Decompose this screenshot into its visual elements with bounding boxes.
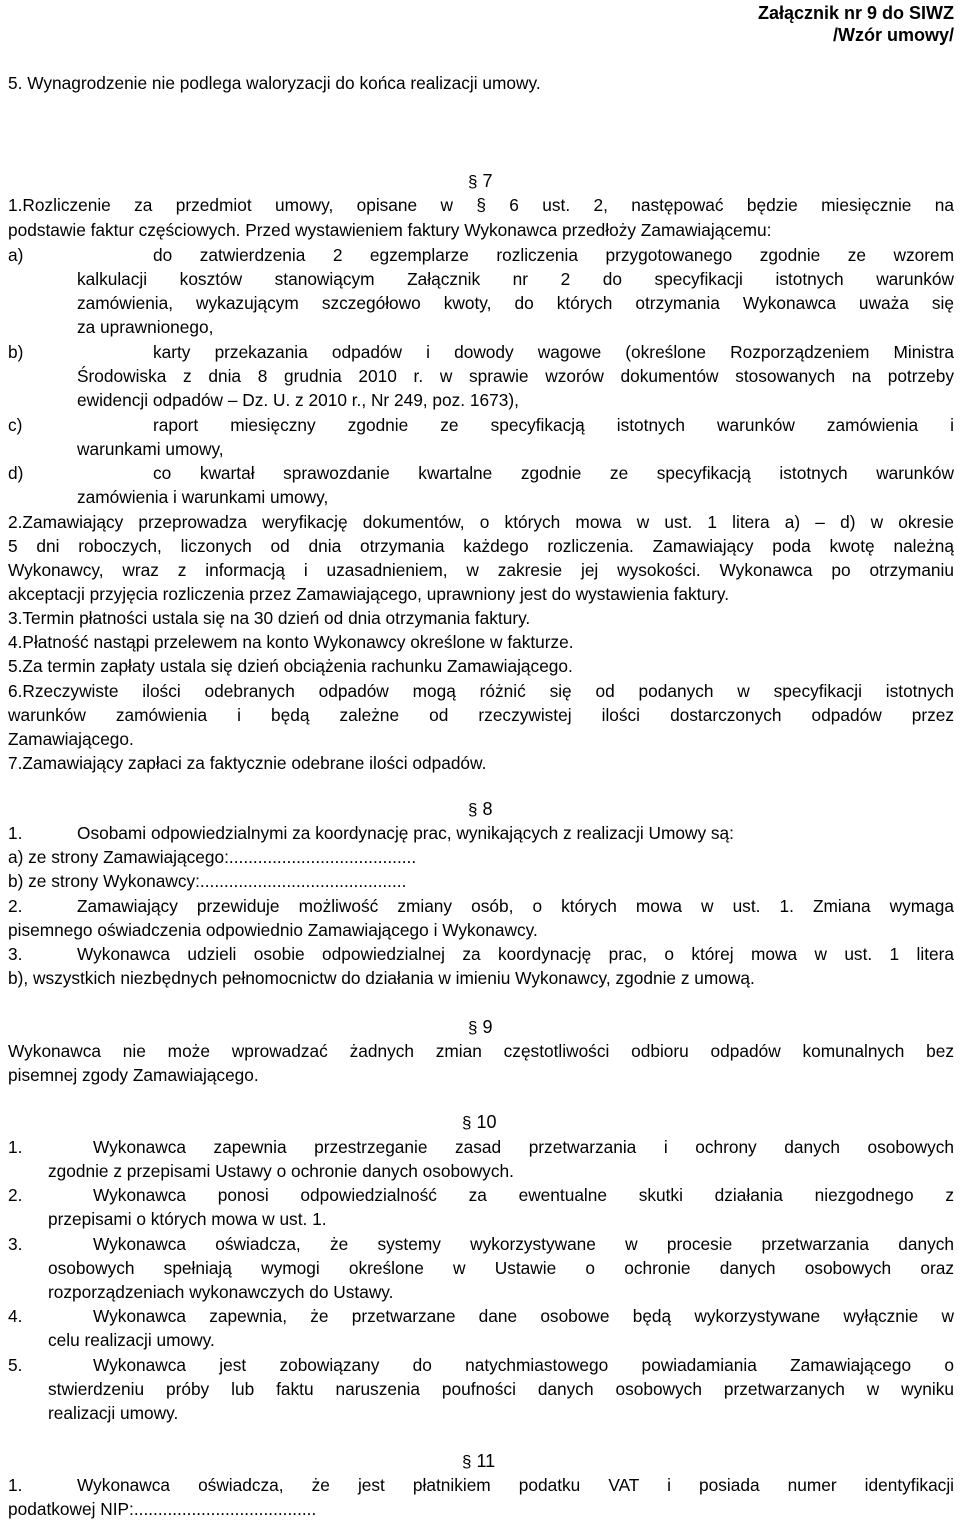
section-heading-10: § 10: [462, 1112, 497, 1132]
list-item: Osobami odpowiedzialnymi za koordynację prac, wynikających z realizacji Umowy są:: [77, 823, 734, 843]
paragraph: 5. Wynagrodzenie nie podlega waloryzacji do końca realizacji umowy.: [8, 73, 541, 93]
paragraph: 7.Zamawiający zapłaci za faktycznie odebrane ilości odpadów.: [8, 753, 487, 773]
list-item: Zamawiający przewiduje możliwość zmiany osób, o których mowa w ust. 1. Zmiana wymaga: [77, 896, 954, 916]
list-label: 1.: [8, 1137, 23, 1157]
paragraph: akceptacji przyjęcia rozliczenia przez Zamawiającego, uprawniony jest do wystawienia faktury.: [8, 584, 730, 604]
section-heading-7: § 7: [468, 171, 493, 191]
paragraph: warunków zamówienia i będą zależne od rzeczywistej ilości dostarczonych odpadów przez: [8, 705, 954, 725]
list-item: Środowiska z dnia 8 grudnia 2010 r. w sprawie wzorów dokumentów stosowanych na potrzeby: [77, 366, 954, 386]
list-label: 3.: [8, 1234, 23, 1254]
attachment-header: Załącznik nr 9 do SIWZ: [757, 3, 954, 23]
section-heading-9: § 9: [468, 1017, 493, 1037]
list-label: b): [8, 342, 24, 362]
list-item: Wykonawca jest zobowiązany do natychmiastowego powiadamiania Zamawiającego o: [93, 1355, 954, 1375]
list-label: d): [8, 463, 24, 483]
paragraph: 5 dni roboczych, liczonych od dnia otrzymania każdego rozliczenia. Zamawiający poda kwotę należną: [8, 536, 954, 556]
list-item: osobowych spełniają wymogi określone w Ustawie o ochronie danych osobowych oraz: [48, 1258, 954, 1278]
list-item: za uprawnionego,: [77, 317, 214, 337]
list-item: Wykonawca zapewnia przestrzeganie zasad przetwarzania i ochrony danych osobowych: [93, 1137, 954, 1157]
list-label: a): [8, 245, 24, 265]
list-item: karty przekazania odpadów i dowody wagowe (określone Rozporządzeniem Ministra: [153, 342, 954, 362]
list-item: realizacji umowy.: [48, 1403, 179, 1423]
list-item: co kwartał sprawozdanie kwartalne zgodnie ze specyfikacją istotnych warunków: [153, 463, 954, 483]
list-item: Wykonawca oświadcza, że jest płatnikiem podatku VAT i posiada numer identyfikacji: [77, 1475, 954, 1495]
list-item: warunkami umowy,: [77, 439, 224, 459]
paragraph: Wykonawcy, wraz z informacją i uzasadnieniem, w zakresie jej wysokości. Wykonawca po otrzymaniu: [8, 560, 954, 580]
paragraph: 1.Rozliczenie za przedmiot umowy, opisane w § 6 ust. 2, następować będzie miesięcznie na: [8, 195, 954, 215]
list-item: kalkulacji kosztów stanowiącym Załącznik nr 2 do specyfikacji istotnych warunków: [77, 269, 954, 289]
list-item: Wykonawca udzieli osobie odpowiedzialnej za koordynację prac, o której mowa w ust. 1 litera: [77, 944, 954, 964]
list-label: 4.: [8, 1306, 23, 1326]
list-label: 3.: [8, 944, 23, 964]
list-label: 5.: [8, 1355, 23, 1375]
list-item: celu realizacji umowy.: [48, 1330, 215, 1350]
paragraph: 4.Płatność nastąpi przelewem na konto Wykonawcy określone w fakturze.: [8, 632, 574, 652]
list-item: b) ze strony Wykonawcy:...........................................: [8, 871, 407, 891]
list-item: zamówienia i warunkami umowy,: [77, 487, 329, 507]
list-item: raport miesięczny zgodnie ze specyfikacją istotnych warunków zamówienia i: [153, 415, 954, 435]
list-item: pisemnego oświadczenia odpowiednio Zamawiającego i Wykonawcy.: [8, 920, 538, 940]
list-label: c): [8, 415, 23, 435]
document-type-header: /Wzór umowy/: [833, 25, 954, 45]
paragraph: podstawie faktur częściowych. Przed wystawieniem faktury Wykonawca przedłoży Zamawiającemu:: [8, 220, 772, 240]
list-label: 1.: [8, 1475, 23, 1495]
list-item: podatkowej NIP:......................................: [8, 1499, 317, 1519]
list-item: zamówienia, wykazującym szczegółowo kwoty, do których otrzymania Wykonawca uważa się: [77, 293, 954, 313]
list-item: a) ze strony Zamawiającego:.......................................: [8, 847, 417, 867]
list-label: 2.: [8, 896, 23, 916]
list-label: 1.: [8, 823, 23, 843]
list-item: zgodnie z przepisami Ustawy o ochronie danych osobowych.: [48, 1161, 514, 1181]
list-item: Wykonawca ponosi odpowiedzialność za ewentualne skutki działania niezgodnego z: [93, 1185, 954, 1205]
list-item: ewidencji odpadów – Dz. U. z 2010 r., Nr 249, poz. 1673),: [77, 390, 519, 410]
section-heading-8: § 8: [468, 799, 493, 819]
paragraph: pisemnej zgody Zamawiającego.: [8, 1065, 259, 1085]
list-item: b), wszystkich niezbędnych pełnomocnictw do działania w imieniu Wykonawcy, zgodnie z umową.: [8, 968, 755, 988]
paragraph: 3.Termin płatności ustala się na 30 dzień od dnia otrzymania faktury.: [8, 608, 531, 628]
paragraph: Zamawiającego.: [8, 729, 134, 749]
list-item: Wykonawca zapewnia, że przetwarzane dane osobowe będą wykorzystywane wyłącznie w: [93, 1306, 954, 1326]
list-item: rozporządzeniach wykonawczych do Ustawy.: [48, 1282, 394, 1302]
list-item: przepisami o których mowa w ust. 1.: [48, 1209, 327, 1229]
list-item: stwierdzeniu próby lub faktu naruszenia poufności danych osobowych przetwarzanych w wyniku: [48, 1379, 954, 1399]
paragraph: 6.Rzeczywiste ilości odebranych odpadów mogą różnić się od podanych w specyfikacji istotnych: [8, 681, 954, 701]
paragraph: Wykonawca nie może wprowadzać żadnych zmian częstotliwości odbioru odpadów komunalnych bez: [8, 1041, 954, 1061]
paragraph: 2.Zamawiający przeprowadza weryfikację dokumentów, o których mowa w ust. 1 litera a) – d) w okresie: [8, 512, 954, 532]
list-label: 2.: [8, 1185, 23, 1205]
list-item: Wykonawca oświadcza, że systemy wykorzystywane w procesie przetwarzania danych: [93, 1234, 954, 1254]
section-heading-11: § 11: [462, 1451, 496, 1471]
paragraph: 5.Za termin zapłaty ustala się dzień obciążenia rachunku Zamawiającego.: [8, 656, 573, 676]
list-item: do zatwierdzenia 2 egzemplarze rozliczenia przygotowanego zgodnie ze wzorem: [153, 245, 954, 265]
